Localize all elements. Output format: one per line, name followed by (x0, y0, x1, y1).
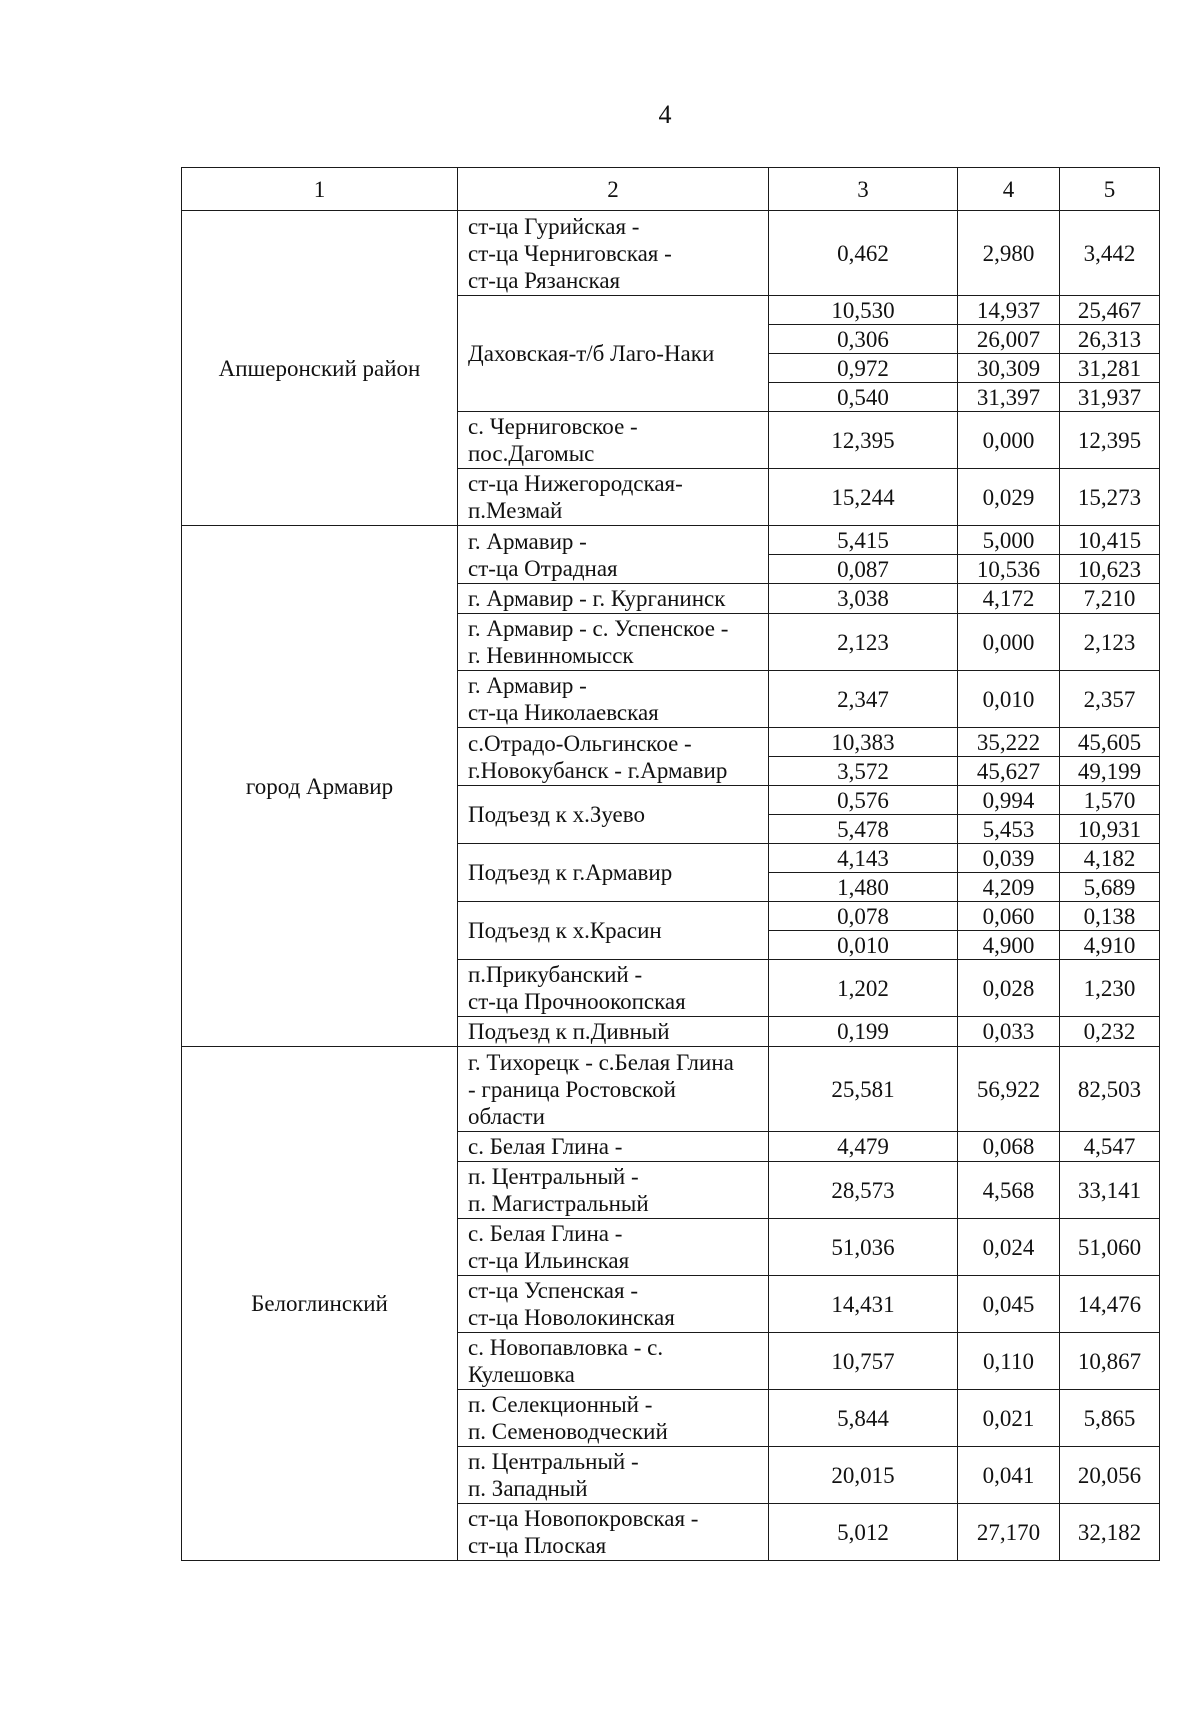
route-name (458, 671, 769, 728)
end-km-cell: 0,000 (958, 614, 1060, 671)
route-name (458, 728, 769, 786)
route-name-line: ст-ца Николаевская (468, 700, 659, 725)
column-header: 1 (182, 168, 458, 211)
end-km-cell: 2,980 (958, 211, 1060, 296)
start-km-cell: 0,306 (769, 325, 958, 354)
column-header: 5 (1060, 168, 1160, 211)
route-name-line: г. Армавир - (468, 673, 587, 698)
length-km-cell: 4,910 (1060, 931, 1160, 960)
route-name (458, 584, 769, 614)
end-km-cell: 30,309 (958, 354, 1060, 383)
route-name-line: Подъезд к г.Армавир (468, 860, 673, 885)
route-name-line: п. Семеноводческий (468, 1419, 668, 1444)
route-name-line: п. Центральный - (468, 1164, 639, 1189)
start-km-cell: 20,015 (769, 1447, 958, 1504)
start-km-cell: 10,530 (769, 296, 958, 325)
route-name-line: Даховская-т/б Лаго-Наки (468, 341, 715, 366)
route-name (458, 469, 769, 526)
length-km-cell: 4,182 (1060, 844, 1160, 873)
end-km-cell: 27,170 (958, 1504, 1060, 1561)
table-row (182, 211, 1160, 296)
start-km-cell: 0,199 (769, 1017, 958, 1047)
route-name-line: ст-ца Нижегородская- (468, 471, 683, 496)
end-km-cell: 4,900 (958, 931, 1060, 960)
route-name-line: с.Отрадо-Ольгинское - (468, 730, 692, 756)
end-km-cell: 0,000 (958, 412, 1060, 469)
route-name-line: с. Белая Глина - (468, 1134, 623, 1159)
route-name-line: области (468, 1103, 545, 1129)
route-name-line: г. Армавир - г. Курганинск (468, 586, 726, 611)
start-km-cell: 0,010 (769, 931, 958, 960)
route-name-line: ст-ца Новолокинская (468, 1305, 675, 1330)
length-km-cell: 0,138 (1060, 902, 1160, 931)
route-name (458, 296, 769, 412)
route-name (458, 1390, 769, 1447)
start-km-cell: 0,540 (769, 383, 958, 412)
route-name (458, 1276, 769, 1333)
route-name-line: Подъезд к х.Красин (468, 918, 662, 943)
route-name-line: Кулешовка (468, 1362, 575, 1387)
length-km-cell: 31,281 (1060, 354, 1160, 383)
start-km-cell: 0,972 (769, 354, 958, 383)
end-km-cell: 0,039 (958, 844, 1060, 873)
length-km-cell: 15,273 (1060, 469, 1160, 526)
length-km-cell: 5,865 (1060, 1390, 1160, 1447)
length-km-cell: 0,232 (1060, 1017, 1160, 1047)
end-km-cell: 5,453 (958, 815, 1060, 844)
route-name-line: ст-ца Плоская (468, 1533, 607, 1558)
route-name-line: Подъезд к х.Зуево (468, 802, 645, 827)
column-header: 4 (958, 168, 1060, 211)
route-name-line: ст-ца Отрадная (468, 555, 618, 581)
route-name-line: г.Новокубанск - г.Армавир (468, 757, 728, 783)
length-km-cell: 31,937 (1060, 383, 1160, 412)
start-km-cell: 1,202 (769, 960, 958, 1017)
route-name (458, 1447, 769, 1504)
length-km-cell: 1,570 (1060, 786, 1160, 815)
route-name-line: с. Новопавловка - с. (468, 1335, 664, 1360)
length-km-cell: 32,182 (1060, 1504, 1160, 1561)
length-km-cell: 2,123 (1060, 614, 1160, 671)
route-name-line: п. Западный (468, 1476, 588, 1501)
length-km-cell: 10,623 (1060, 555, 1160, 584)
start-km-cell: 4,479 (769, 1132, 958, 1162)
route-name (458, 1219, 769, 1276)
region-name: Апшеронский район (182, 211, 458, 526)
length-km-cell: 3,442 (1060, 211, 1160, 296)
route-name-line: г. Армавир - с. Успенское - (468, 616, 729, 641)
page-number: 4 (658, 100, 672, 129)
length-km-cell: 82,503 (1060, 1047, 1160, 1132)
length-km-cell: 26,313 (1060, 325, 1160, 354)
start-km-cell: 5,012 (769, 1504, 958, 1561)
start-km-cell: 4,143 (769, 844, 958, 873)
length-km-cell: 25,467 (1060, 296, 1160, 325)
length-km-cell: 10,867 (1060, 1333, 1160, 1390)
start-km-cell: 0,078 (769, 902, 958, 931)
route-name (458, 1504, 769, 1561)
length-km-cell: 51,060 (1060, 1219, 1160, 1276)
route-name-line: ст-ца Успенская - (468, 1278, 638, 1303)
route-name-line: г. Армавир - (468, 528, 587, 554)
end-km-cell: 14,937 (958, 296, 1060, 325)
route-name (458, 614, 769, 671)
route-name (458, 844, 769, 902)
end-km-cell: 0,068 (958, 1132, 1060, 1162)
start-km-cell: 3,572 (769, 757, 958, 786)
route-name-line: г. Невинномысск (468, 643, 634, 668)
route-name-line: п. Магистральный (468, 1191, 649, 1216)
start-km-cell: 51,036 (769, 1219, 958, 1276)
start-km-cell: 1,480 (769, 873, 958, 902)
route-name (458, 1017, 769, 1047)
length-km-cell: 4,547 (1060, 1132, 1160, 1162)
end-km-cell: 0,033 (958, 1017, 1060, 1047)
column-header: 3 (769, 168, 958, 211)
end-km-cell: 0,029 (958, 469, 1060, 526)
region-name: город Армавир (182, 526, 458, 1047)
end-km-cell: 0,060 (958, 902, 1060, 931)
end-km-cell: 0,010 (958, 671, 1060, 728)
end-km-cell: 4,568 (958, 1162, 1060, 1219)
end-km-cell: 0,110 (958, 1333, 1060, 1390)
route-name (458, 960, 769, 1017)
route-name (458, 526, 769, 584)
start-km-cell: 0,087 (769, 555, 958, 584)
start-km-cell: 12,395 (769, 412, 958, 469)
end-km-cell: 0,994 (958, 786, 1060, 815)
route-name-line: п. Центральный - (468, 1449, 639, 1474)
route-name (458, 786, 769, 844)
table-row (182, 526, 1160, 555)
route-name-line: г. Тихорецк - с.Белая Глина (468, 1049, 734, 1075)
length-km-cell: 45,605 (1060, 728, 1160, 757)
length-km-cell: 12,395 (1060, 412, 1160, 469)
route-name-line: ст-ца Гурийская - (468, 213, 640, 239)
start-km-cell: 10,757 (769, 1333, 958, 1390)
start-km-cell: 0,462 (769, 211, 958, 296)
route-name-line: ст-ца Черниговская - (468, 240, 672, 266)
end-km-cell: 4,209 (958, 873, 1060, 902)
length-km-cell: 7,210 (1060, 584, 1160, 614)
route-name (458, 412, 769, 469)
roads-table (181, 167, 1160, 1561)
end-km-cell: 0,041 (958, 1447, 1060, 1504)
start-km-cell: 28,573 (769, 1162, 958, 1219)
end-km-cell: 45,627 (958, 757, 1060, 786)
end-km-cell: 0,028 (958, 960, 1060, 1017)
length-km-cell: 10,931 (1060, 815, 1160, 844)
route-name-line: с. Белая Глина - (468, 1221, 623, 1246)
length-km-cell: 20,056 (1060, 1447, 1160, 1504)
start-km-cell: 14,431 (769, 1276, 958, 1333)
route-name (458, 1132, 769, 1162)
length-km-cell: 10,415 (1060, 526, 1160, 555)
end-km-cell: 4,172 (958, 584, 1060, 614)
route-name (458, 1333, 769, 1390)
length-km-cell: 5,689 (1060, 873, 1160, 902)
route-name-line: п.Мезмай (468, 498, 563, 523)
length-km-cell: 2,357 (1060, 671, 1160, 728)
route-name (458, 211, 769, 296)
end-km-cell: 35,222 (958, 728, 1060, 757)
route-name-line: с. Черниговское - (468, 414, 638, 439)
route-name-line: ст-ца Новопокровская - (468, 1506, 699, 1531)
start-km-cell: 2,123 (769, 614, 958, 671)
region-name: Белоглинский (182, 1047, 458, 1561)
start-km-cell: 5,415 (769, 526, 958, 555)
route-name (458, 902, 769, 960)
end-km-cell: 0,021 (958, 1390, 1060, 1447)
column-header: 2 (458, 168, 769, 211)
table-header-row (182, 168, 1160, 211)
end-km-cell: 0,045 (958, 1276, 1060, 1333)
route-name-line: - граница Ростовской (468, 1076, 676, 1102)
start-km-cell: 15,244 (769, 469, 958, 526)
start-km-cell: 5,844 (769, 1390, 958, 1447)
table-row (182, 1047, 1160, 1132)
length-km-cell: 14,476 (1060, 1276, 1160, 1333)
route-name-line: ст-ца Ильинская (468, 1248, 630, 1273)
route-name (458, 1047, 769, 1132)
length-km-cell: 33,141 (1060, 1162, 1160, 1219)
end-km-cell: 0,024 (958, 1219, 1060, 1276)
end-km-cell: 5,000 (958, 526, 1060, 555)
table-body (182, 211, 1160, 1561)
start-km-cell: 10,383 (769, 728, 958, 757)
route-name-line: п.Прикубанский - (468, 962, 643, 987)
end-km-cell: 10,536 (958, 555, 1060, 584)
end-km-cell: 56,922 (958, 1047, 1060, 1132)
end-km-cell: 26,007 (958, 325, 1060, 354)
route-name-line: Подъезд к п.Дивный (468, 1019, 670, 1044)
route-name (458, 1162, 769, 1219)
length-km-cell: 1,230 (1060, 960, 1160, 1017)
route-name-line: пос.Дагомыс (468, 441, 595, 466)
start-km-cell: 2,347 (769, 671, 958, 728)
start-km-cell: 0,576 (769, 786, 958, 815)
end-km-cell: 31,397 (958, 383, 1060, 412)
length-km-cell: 49,199 (1060, 757, 1160, 786)
start-km-cell: 5,478 (769, 815, 958, 844)
route-name-line: ст-ца Рязанская (468, 267, 621, 293)
start-km-cell: 25,581 (769, 1047, 958, 1132)
route-name-line: п. Селекционный - (468, 1392, 653, 1417)
route-name-line: ст-ца Прочноокопская (468, 989, 686, 1014)
start-km-cell: 3,038 (769, 584, 958, 614)
